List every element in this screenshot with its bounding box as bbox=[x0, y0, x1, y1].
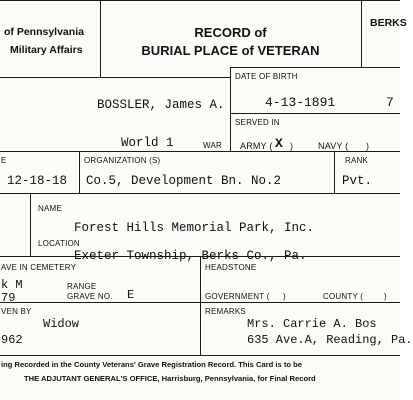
army-close: ) bbox=[290, 141, 294, 151]
cemetery-name-label: NAME bbox=[38, 204, 62, 213]
army-checkbox[interactable]: X bbox=[275, 136, 283, 151]
agency-line-2: Military Affairs bbox=[10, 44, 83, 56]
given-by-label: VEN BY bbox=[1, 307, 32, 316]
remarks-line-1: Mrs. Carrie A. Bos bbox=[247, 317, 377, 331]
rule-dob-left bbox=[230, 67, 231, 151]
rule-after-header bbox=[230, 67, 361, 68]
headstone-label: HEADSTONE bbox=[205, 263, 257, 272]
discharge-date-value: 12-18-18 bbox=[7, 174, 68, 188]
rule-header-left bbox=[100, 0, 101, 78]
war-value: World 1 bbox=[121, 136, 174, 150]
rank-value: Pvt. bbox=[342, 174, 373, 188]
card-title-line-2: BURIAL PLACE of VETERAN bbox=[141, 43, 320, 58]
range-label: RANGE bbox=[67, 282, 97, 291]
rule-cemetery-mid bbox=[200, 256, 201, 355]
agency-line-1: of Pennsylvania bbox=[4, 26, 84, 38]
date-of-birth-label: DATE OF BIRTH bbox=[235, 72, 298, 81]
government-label: GOVERNMENT ( bbox=[205, 292, 270, 301]
rule-row-organization bbox=[0, 151, 400, 152]
rule-header-bottom-left bbox=[0, 77, 230, 78]
rule-header-right bbox=[361, 0, 362, 67]
cemetery-name-value: Forest Hills Memorial Park, Inc. bbox=[74, 221, 315, 235]
grave-no-label: GRAVE NO. bbox=[67, 292, 113, 301]
rule-footer-top bbox=[0, 355, 400, 356]
rule-row-remarks bbox=[0, 302, 400, 303]
card-title-line-1: RECORD of bbox=[194, 25, 267, 40]
date-of-birth-value: 4-13-1891 bbox=[265, 95, 336, 110]
organization-value: Co.5, Development Bn. No.2 bbox=[86, 174, 282, 188]
veteran-name: BOSSLER, James A. bbox=[97, 98, 225, 112]
rule-header-bottom bbox=[361, 67, 400, 68]
remarks-label: REMARKS bbox=[205, 307, 246, 316]
government-checkbox-close[interactable]: ) bbox=[283, 292, 286, 301]
rule-dob-bottom bbox=[230, 113, 400, 114]
rule-org-left bbox=[79, 151, 80, 193]
county-heading: BERKS bbox=[370, 17, 407, 29]
footer-line-2: THE ADJUTANT GENERAL'S OFFICE, Harrisburg, Pennsylvania, for Final Record bbox=[24, 374, 316, 383]
county-label: COUNTY ( bbox=[323, 292, 364, 301]
navy-close: ) bbox=[366, 141, 370, 151]
record-year-value: 962 bbox=[1, 333, 23, 347]
section-value: k M bbox=[1, 278, 23, 292]
served-in-label: SERVED IN bbox=[235, 118, 280, 127]
cemetery-location-label: LOCATION bbox=[38, 239, 80, 248]
lot-value: 79 bbox=[1, 291, 16, 305]
footer-line-1: ing Recorded in the County Veterans' Grave Registration Record. This Card is to be bbox=[1, 360, 302, 369]
cemetery-location-value: Exeter Township, Berks Co., Pa. bbox=[74, 249, 307, 263]
date-column-label: E bbox=[1, 156, 7, 165]
organization-label: ORGANIZATION (S) bbox=[84, 156, 161, 165]
grave-in-cemetery-label: AVE IN CEMETERY bbox=[1, 263, 77, 272]
army-label: ARMY ( bbox=[240, 141, 273, 151]
county-checkbox-close[interactable]: ) bbox=[384, 292, 387, 301]
war-label: WAR bbox=[203, 141, 222, 150]
rule-row-name bbox=[0, 193, 400, 194]
rule-name-left bbox=[30, 193, 31, 256]
rank-label: RANK bbox=[345, 156, 369, 165]
grave-no-value: E bbox=[127, 288, 135, 302]
navy-label: NAVY ( bbox=[318, 141, 349, 151]
date-of-death-value: 7 bbox=[386, 95, 394, 110]
rule-top-header bbox=[0, 0, 400, 1]
remarks-line-2: 635 Ave.A, Reading, Pa. bbox=[247, 333, 413, 347]
given-by-value: Widow bbox=[43, 317, 80, 331]
rule-org-right bbox=[334, 151, 335, 193]
